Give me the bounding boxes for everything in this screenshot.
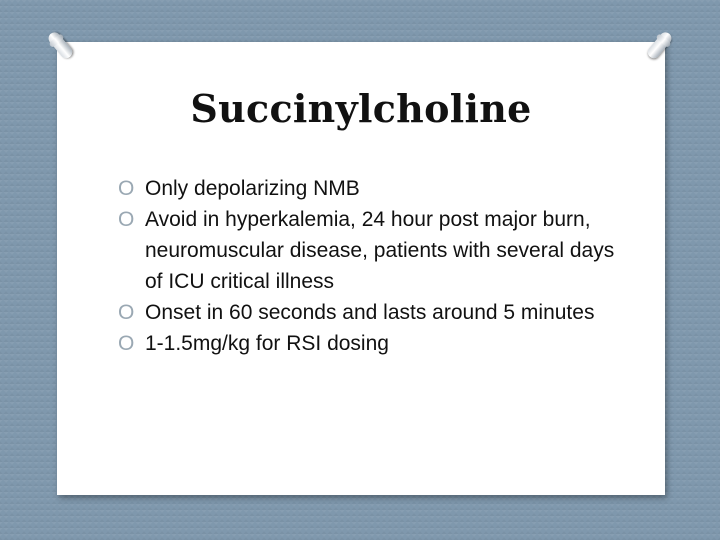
- slide-title: Succinylcholine: [190, 86, 532, 131]
- bullet-text: Onset in 60 seconds and lasts around 5 minutes: [145, 301, 595, 324]
- bullet-item: [118, 173, 618, 204]
- bullet-marker-icon: O: [118, 208, 135, 231]
- bullet-item: [118, 297, 618, 328]
- bullet-text: Only depolarizing NMB: [145, 177, 360, 200]
- bullet-marker-icon: O: [118, 177, 135, 200]
- bullet-text: 1-1.5mg/kg for RSI dosing: [145, 332, 389, 355]
- bullet-item: [118, 328, 618, 359]
- bullet-item: [118, 204, 618, 297]
- bullet-marker-icon: O: [118, 301, 135, 324]
- bullet-text: Avoid in hyperkalemia, 24 hour post major burn, neuromuscular disease, patients with several days of ICU critical illness: [145, 208, 615, 293]
- bullet-list: [118, 173, 618, 359]
- bullet-marker-icon: O: [118, 332, 135, 355]
